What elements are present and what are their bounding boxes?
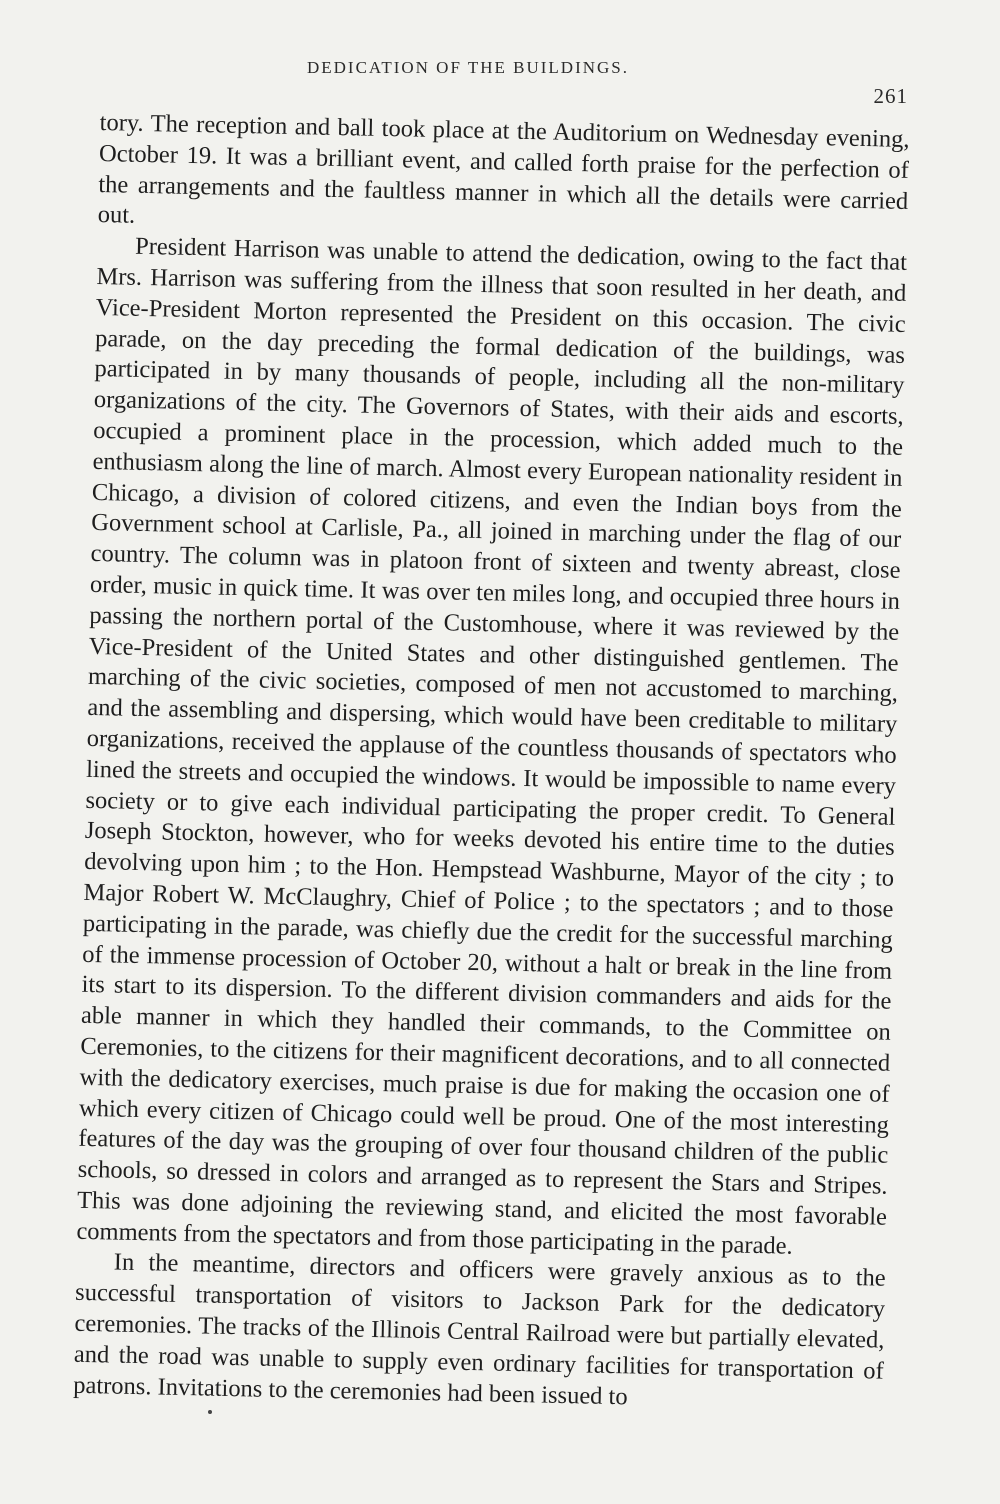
paragraph-continued: tory. The reception and ball took place at the Auditorium on Wednesday evening, October 19. It was a brilliant event, and called forth praise for the perfection of the arrangements and the faultless manner in which all the details were carried out. — [97, 108, 910, 230]
paragraph-transportation: In the meantime, directors and officers were gravely anxious as to the successful transportation of visitors to Jackson Park for the dedicatory ceremonies. The tracks of the Illinois Central Railroad were but partially elevated, and the road was unable to supply even ordinary facilities for transportation of patrons. Invitations to the ceremonies had been issued to — [72, 1249, 886, 1411]
body-text — [73, 108, 910, 1418]
paragraph-civic-parade: President Harrison was unable to attend the dedication, owing to the fact that Mrs. Harrison was suffering from the illness that soon resulted in her death, and Vice-President Morton represented the President on this occasion. The civic parade, on the day preceding the formal dedication of the buildings, was participated in by many thousands of people, including all the non-military organizations of the city. The Governors of States, with their aids and escorts, occupied a prominent place in the procession, which added much to the enthusiasm along the line of march. Almost every European nationality resident in Chicago, a division of colored citizens, and even the Indian boys from the Government school at Carlisle, Pa., all joined in marching under the flag of our country. The column was in platoon front of sixteen and twenty abreast, close order, music in quick time. It was over ten miles long, and occupied three hours in passing the northern portal of the Customhouse, where it was reviewed by the Vice-President of the United States and other distinguished gentlemen. The marching of the civic societies, composed of men not accustomed to marching, and the assembling and dispersing, which would have been creditable to military organizations, received the applause of the countless thousands of spectators who lined the streets and occupied the windows. It would be impossible to name every society or to give each individual participating the proper credit. To General Joseph Stockton, however, who for weeks devoted his entire time to the duties devolving upon him ; to the Hon. Hempstead Washburne, Mayor of the city ; to Major Robert W. McClaughry, Chief of Police ; to the spectators ; and to those participating in the parade, was chiefly due the credit for the successful marching of the immense procession of October 20, without a halt or break in the line from its start to its dispersion. To the different division commanders and aids for the able manner in which they handled their commands, to the Committee on Ceremonies, to the citizens for their magnificent decorations, and to all connected with the dedicatory exercises, much praise is due for making the occasion one of which every citizen of Chicago could well be proud. One of the most interesting features of the day was the grouping of over four thousand children of the public schools, so dressed in colors and arranged as to represent the Stars and Stripes. This was done adjoining the reviewing stand, and elicited the most favorable comments from the spectators and from those participating in the parade. — [76, 232, 908, 1260]
running-title: DEDICATION OF THE BUILDINGS. — [306, 58, 629, 77]
page-number: 261 — [873, 84, 908, 108]
running-head — [0, 58, 1000, 78]
ink-speck — [208, 1410, 212, 1414]
